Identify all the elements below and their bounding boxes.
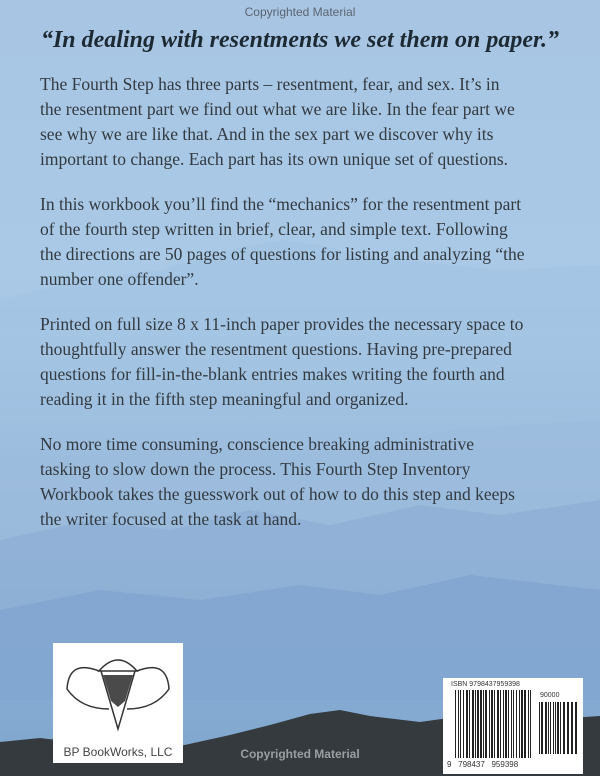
- text-line: number one offender”.: [40, 269, 199, 289]
- text-line: the directions are 50 pages of questions for listing and analyzing “the: [40, 244, 525, 264]
- text-line: important to change. Each part has its own unique set of questions.: [40, 149, 509, 169]
- barcode-bar: [563, 702, 565, 754]
- paragraph-3: [40, 312, 580, 412]
- barcode-bar: [521, 690, 523, 758]
- text-line: In this workbook you’ll find the “mechanics” for the resentment part: [40, 194, 522, 214]
- text-line: the resentment part we find out what we are like. In the fear part we: [40, 99, 515, 119]
- barcode-bar: [458, 690, 459, 758]
- barcode-bar: [524, 690, 526, 758]
- barcode-bar: [477, 690, 479, 758]
- barcode-bar: [550, 702, 551, 754]
- copyright-watermark-top: Copyrighted Material: [244, 5, 356, 19]
- barcode-bar: [500, 690, 501, 758]
- isbn-barcode: [443, 678, 583, 774]
- barcode-bar: [548, 702, 549, 754]
- barcode-bar: [497, 690, 499, 758]
- barcode-bar: [494, 690, 495, 758]
- isbn-digits: 9 798437 959398: [447, 760, 519, 769]
- text-line: Printed on full size 8 x 11-inch paper provides the necessary space to: [40, 314, 524, 334]
- barcode-bar: [513, 690, 514, 758]
- barcode-bar: [557, 702, 559, 754]
- text-line: questions for fill-in-the-blank entries makes writing the fourth and: [40, 364, 505, 384]
- paragraph-2: [40, 192, 580, 292]
- barcode-bar: [555, 702, 556, 754]
- butterfly-emblem-icon: [61, 649, 175, 741]
- barcode-bar: [553, 702, 554, 754]
- barcode-bar: [472, 690, 474, 758]
- publisher-name: BP BookWorks, LLC: [63, 745, 173, 759]
- barcode-bar: [567, 702, 569, 754]
- barcode-bar: [491, 690, 493, 758]
- barcode-bar: [503, 690, 504, 758]
- barcode-bar: [480, 690, 482, 758]
- barcode-bar: [528, 690, 529, 758]
- barcode-bar: [519, 690, 520, 758]
- barcode-bar: [560, 702, 561, 754]
- barcode-bar: [516, 690, 517, 758]
- barcode-bar: [485, 690, 487, 758]
- barcode-bar: [545, 702, 547, 754]
- text-line: see why we are like that. And in the sex part we discover why its: [40, 124, 494, 144]
- publisher-logo: [53, 643, 183, 763]
- barcode-bar: [575, 702, 577, 754]
- barcode-bar: [475, 690, 476, 758]
- price-code: 90000: [540, 692, 560, 699]
- barcode-bar: [466, 690, 468, 758]
- barcode-bar: [571, 702, 573, 754]
- text-line: reading it in the fifth step meaningful and organized.: [40, 389, 409, 409]
- barcode-bar: [541, 702, 543, 754]
- headline-quote: “In dealing with resentments we set them on paper.”: [40, 27, 560, 53]
- text-line: No more time consuming, conscience breaking administrative: [40, 434, 474, 454]
- paragraph-1: [40, 72, 580, 172]
- text-line: tasking to slow down the process. This Fourth Step Inventory: [40, 459, 471, 479]
- paragraph-4: [40, 432, 580, 532]
- barcode-bar: [539, 702, 540, 754]
- barcode-bar: [505, 690, 507, 758]
- barcode-bar: [489, 690, 490, 758]
- isbn-label: ISBN 9798437959398: [451, 681, 520, 688]
- barcode-bar: [508, 690, 509, 758]
- barcode-bar: [455, 690, 456, 758]
- barcode-bar: [530, 690, 531, 758]
- text-line: of the fourth step written in brief, clear, and simple text. Following: [40, 219, 508, 239]
- text-line: The Fourth Step has three parts – resentment, fear, and sex. It’s in: [40, 74, 500, 94]
- text-line: the writer focused at the task at hand.: [40, 509, 302, 529]
- barcode-bar: [460, 690, 461, 758]
- barcode-bar: [469, 690, 470, 758]
- barcode-bar: [483, 690, 484, 758]
- copyright-watermark-bottom: Copyrighted Material: [240, 747, 360, 761]
- text-line: Workbook takes the guesswork out of how to do this step and keeps: [40, 484, 515, 504]
- barcode-bar: [511, 690, 512, 758]
- text-line: thoughtfully answer the resentment questions. Having pre-prepared: [40, 339, 512, 359]
- barcode-bar: [463, 690, 464, 758]
